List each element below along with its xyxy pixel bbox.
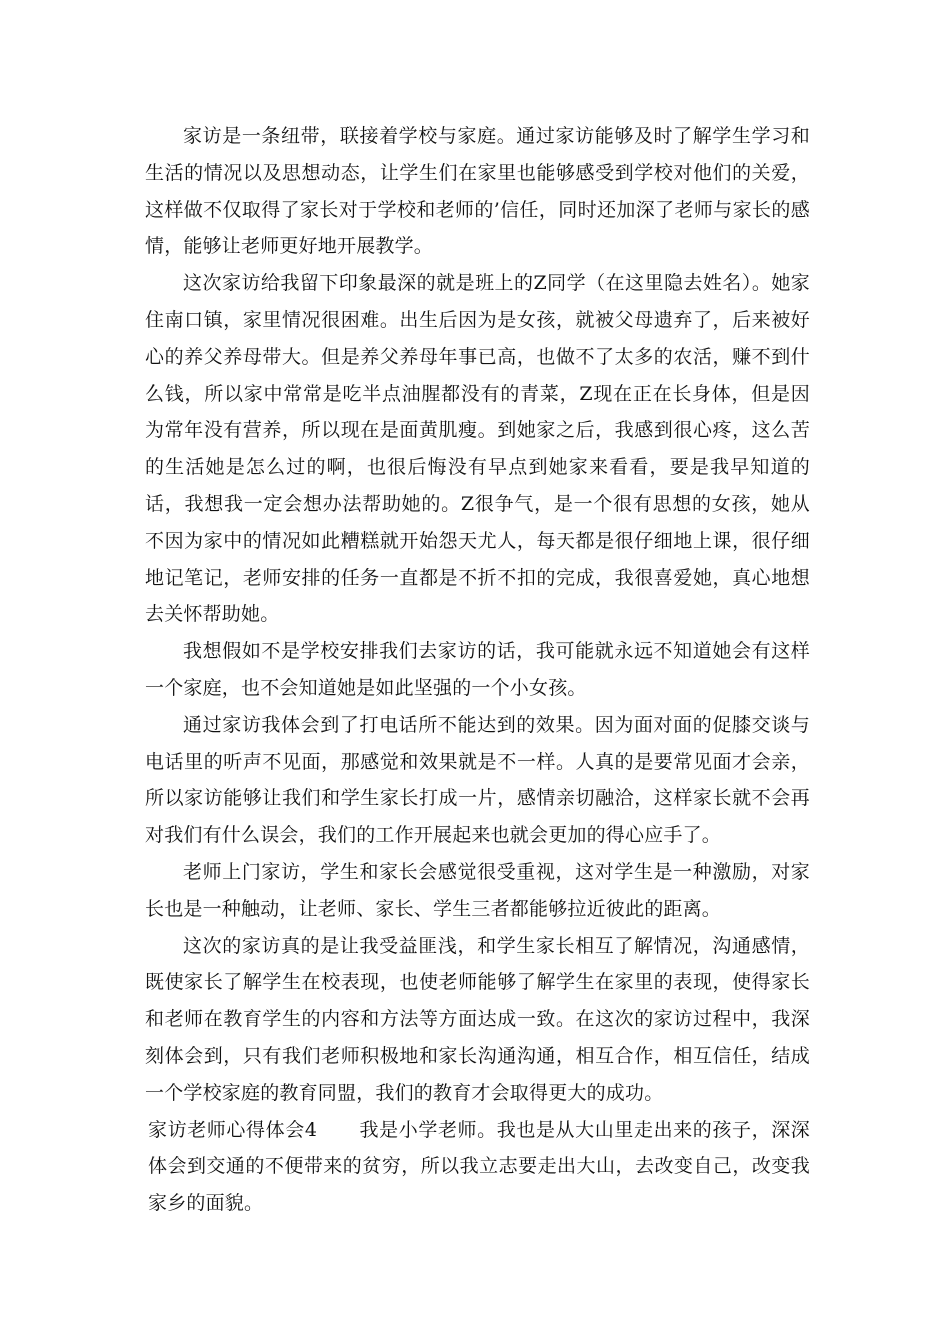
section-heading: 家访老师心得体会4 bbox=[148, 1118, 318, 1141]
paragraph-4: 通过家访我体会到了打电话所不能达到的效果。因为面对面的促膝交谈与电话里的听声不见面，那感觉和效果就是不一样。人真的是要常见面才会亲，所以家访能够让我们和学生家长打成一片，感情亲切融洽，这样家长就不会再对我们有什么误会，我们的工作开展起来也就会更加的得心应手了。 bbox=[145, 713, 810, 847]
section-text: 我是小学老师。我也是从大山里走出来的孩子，深深体会到交通的不便带来的贫穷，所以我立志要走出大山，去改变自己，改变我家乡的面貌。 bbox=[148, 1118, 811, 1215]
paragraph-2: 这次家访给我留下印象最深的就是班上的Z同学（在这里隐去姓名）。她家住南口镇，家里情况很困难。出生后因为是女孩，就被父母遗弃了，后来被好心的养父养母带大。但是养父养母年事已高，也做不了太多的农活，赚不到什么钱，所以家中常常是吃半点油腥都没有的青菜，Z现在正在长身体，但是因为常年没有营养，所以现在是面黄肌瘦。到她家之后，我感到很心疼，这么苦的生活她是怎么过的啊，也很后悔没有早点到她家来看看，要是我早知道的话，我想我一定会想办法帮助她的。Z很争气，是一个很有思想的女孩，她从不因为家中的情况如此糟糕就开始怨天尤人，每天都是很仔细地上课，很仔细地记笔记，老师安排的任务一直都是不折不扣的完成，我很喜爱她，真心地想去关怀帮助她。 bbox=[145, 272, 810, 626]
paragraph-1: 家访是一条纽带，联接着学校与家庭。通过家访能够及时了解学生学习和生活的情况以及思想动态，让学生们在家里也能够感受到学校对他们的关爱，这样做不仅取得了家长对于学校和老师的’信任，同时还加深了老师与家长的感情，能够让老师更好地开展教学。 bbox=[145, 125, 810, 258]
paragraph-3: 我想假如不是学校安排我们去家访的话，我可能就永远不知道她会有这样一个家庭，也不会知道她是如此坚强的一个小女孩。 bbox=[145, 640, 810, 699]
paragraph-6: 这次的家访真的是让我受益匪浅，和学生家长相互了解情况，沟通感情，既使家长了解学生在校表现，也使老师能够了解学生在家里的表现，使得家长和老师在教育学生的内容和方法等方面达成一致。在这次的家访过程中，我深刻体会到，只有我们老师积极地和家长沟通沟通，相互合作，相互信任，结成一个学校家庭的教育同盟，我们的教育才会取得更大的成功。 bbox=[145, 934, 810, 1104]
paragraph-5: 老师上门家访，学生和家长会感觉很受重视，这对学生是一种激励，对家长也是一种触动，让老师、家长、学生三者都能够拉近彼此的距离。 bbox=[145, 860, 810, 920]
section-paragraph bbox=[145, 1112, 810, 1222]
document-body bbox=[145, 118, 810, 1222]
